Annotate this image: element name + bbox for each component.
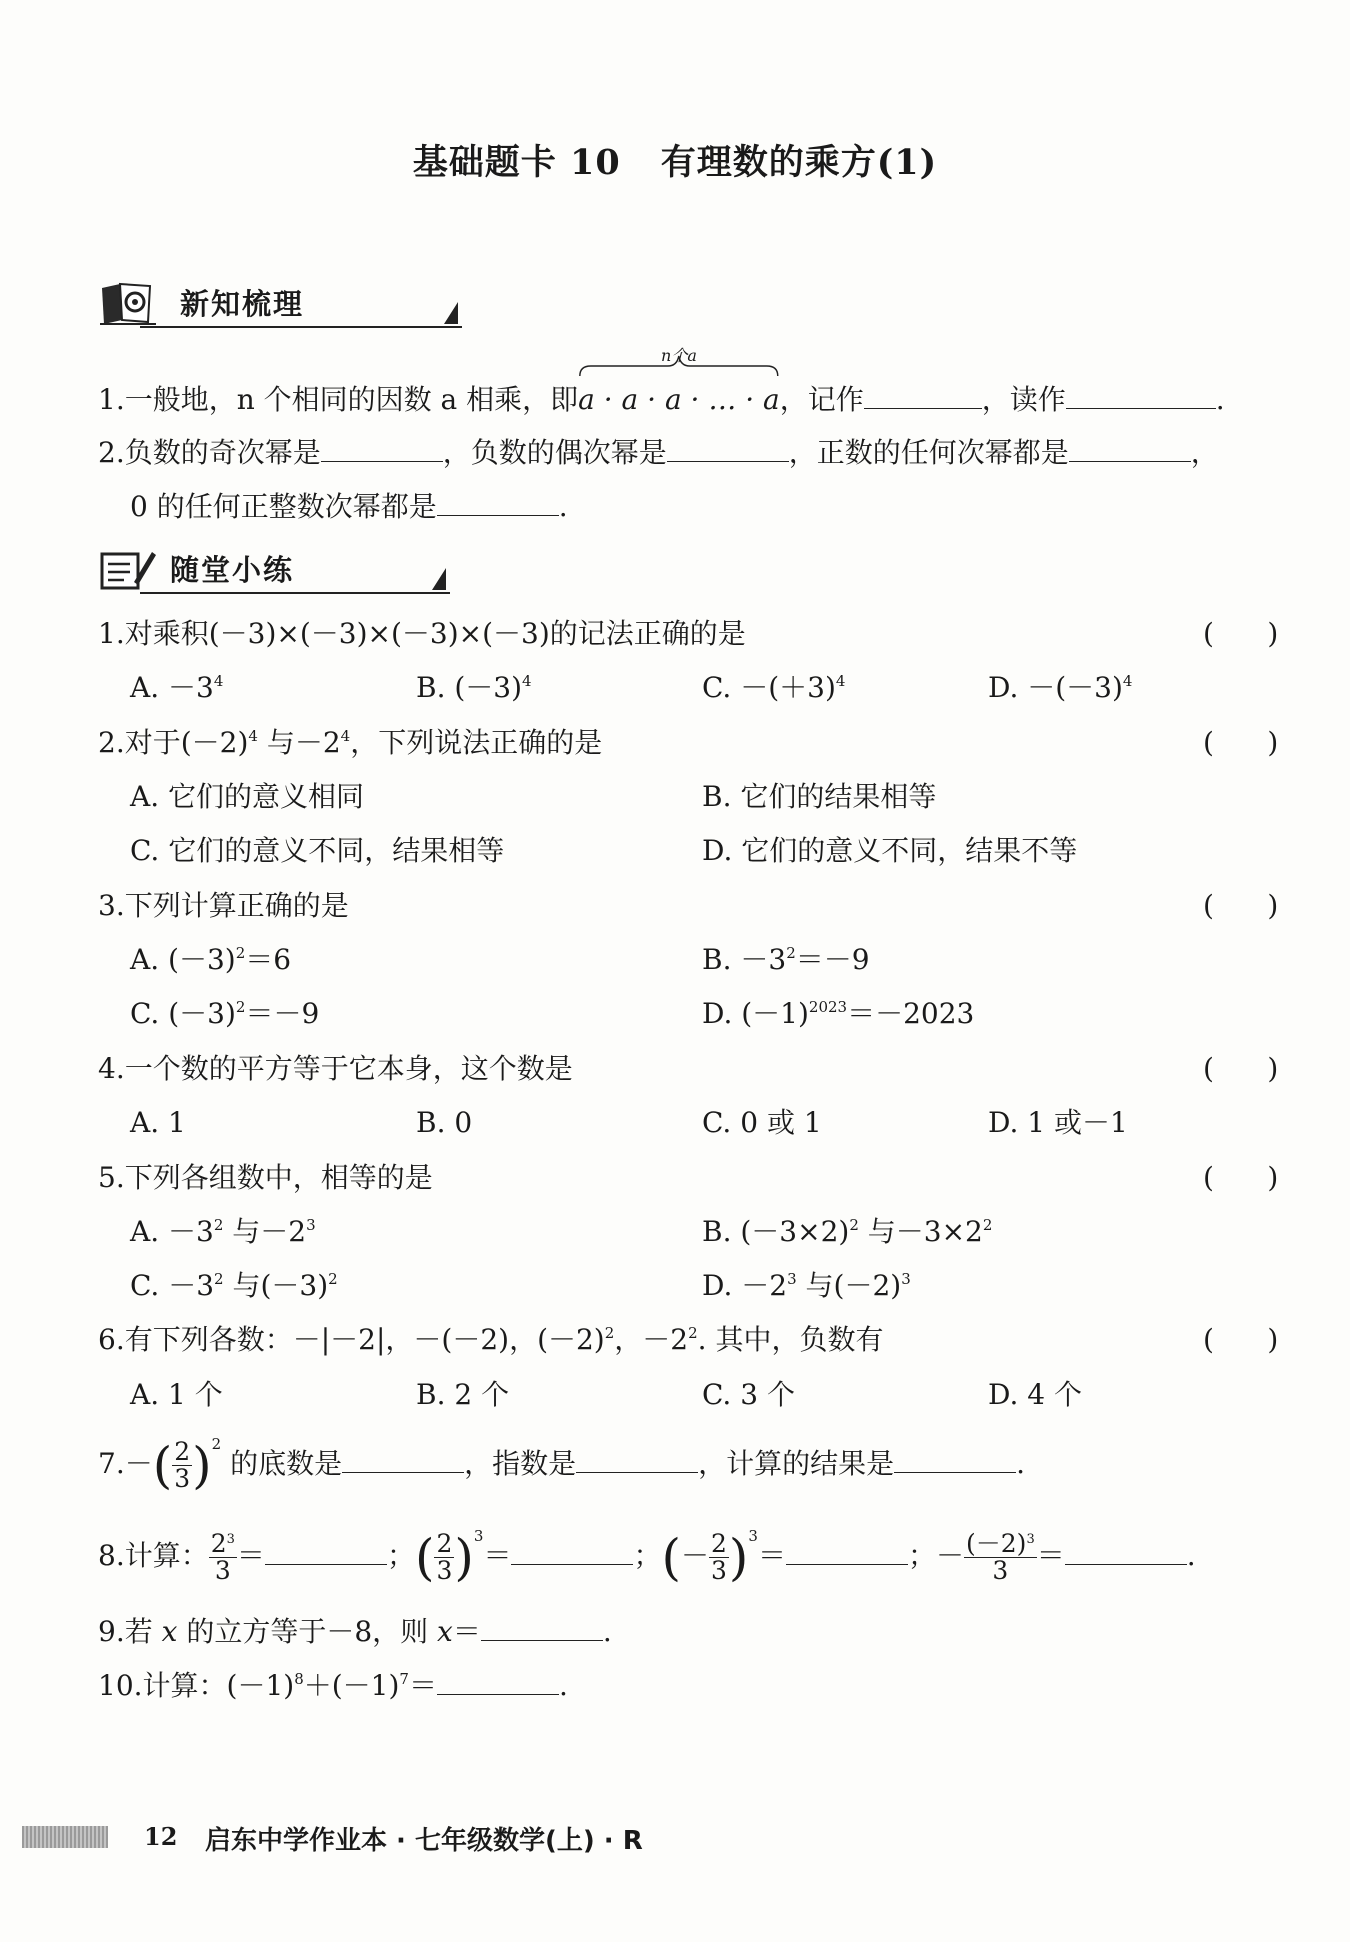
option-c[interactable]: C. 0 或 1 (702, 1106, 822, 1139)
answer-paren[interactable]: ( ) (1203, 889, 1279, 922)
footer-bar (22, 1826, 108, 1848)
option-a[interactable]: A. $-3^4$ (130, 671, 224, 704)
option-c[interactable]: C. $-(+3)^4$ (702, 671, 846, 704)
fraction: $\frac{2}{3}$ (436, 1528, 453, 1585)
option-b[interactable]: B. 2 个 (416, 1378, 510, 1411)
triangle-marker-icon (444, 302, 458, 324)
answer-blank[interactable] (321, 435, 443, 462)
answer-paren[interactable]: ( ) (1203, 1323, 1279, 1356)
section-header-practice (98, 542, 478, 594)
option-d[interactable]: D. $-2^3$ 与$(-2)^3$ (702, 1269, 911, 1302)
section-header-new-knowledge (98, 276, 478, 328)
triangle-marker-icon (432, 568, 446, 590)
answer-blank[interactable] (511, 1538, 633, 1565)
answer-paren[interactable]: ( ) (1203, 726, 1279, 759)
section-title: 随堂小练 (170, 553, 295, 587)
answer-blank[interactable] (864, 382, 982, 409)
section-title: 新知梳理 (180, 287, 305, 321)
braced-product: n个a a · a · a · … · a (578, 346, 780, 416)
overbrace-icon (578, 352, 780, 378)
option-b[interactable]: B. 它们的结果相等 (702, 780, 937, 813)
question-2: 2.对于$(-2)^4$ 与$-2^4$，下列说法正确的是 (98, 726, 603, 759)
option-a[interactable]: A. $-3^2$ 与$-2^3$ (130, 1215, 316, 1248)
option-b[interactable]: B. 0 (416, 1106, 473, 1139)
option-c[interactable]: C. $(-3)^2=-9$ (130, 997, 320, 1030)
fraction: $\frac{2}{3}$ (174, 1436, 191, 1493)
question-8: 8.计算： $\frac{2^3}{3}$ ＝ ；( $\frac{2}{3}$ )$^3$＝ ；(－ $\frac{2}{3}$ )$^3$＝ ；－ $\frac{(-2)^3}{3}$ ＝ . (98, 1527, 1196, 1587)
option-c[interactable]: C. $-3^2$ 与$(-3)^2$ (130, 1269, 338, 1302)
concept-2-cont: 0 的任何正整数次幂都是 . (130, 490, 568, 523)
title-card-number: 基础题卡 10 (412, 142, 621, 183)
fraction: $\frac{2}{3}$ (711, 1528, 727, 1585)
option-d[interactable]: D. 4 个 (988, 1378, 1082, 1411)
option-d[interactable]: D. $-(-3)^4$ (988, 671, 1133, 704)
fraction: $\frac{(-2)^3}{3}$ (966, 1528, 1035, 1585)
option-b[interactable]: B. $(-3\times 2)^2$ 与$-3\times 2^2$ (702, 1215, 993, 1248)
answer-blank[interactable] (437, 489, 559, 516)
option-d[interactable]: D. $(-1)^{2023}=-2023$ (702, 997, 975, 1030)
answer-blank[interactable] (1066, 382, 1216, 409)
answer-blank[interactable] (437, 1668, 559, 1695)
question-9: 9.若 x 的立方等于－8，则 x＝ . (98, 1615, 612, 1648)
question-5: 5.下列各组数中，相等的是 (98, 1161, 433, 1194)
answer-paren[interactable]: ( ) (1203, 1052, 1279, 1085)
section-underline (140, 592, 450, 594)
page-number: 12 (144, 1822, 178, 1851)
answer-blank[interactable] (667, 435, 789, 462)
title-topic: 有理数的乘方(1) (660, 142, 938, 183)
answer-blank[interactable] (894, 1446, 1016, 1473)
section-underline (140, 326, 462, 328)
answer-blank[interactable] (1069, 435, 1191, 462)
footer-book-title: 启东中学作业本 · 七年级数学(上) · R (205, 1826, 643, 1856)
answer-blank[interactable] (342, 1446, 464, 1473)
option-c[interactable]: C. 3 个 (702, 1378, 795, 1411)
option-a[interactable]: A. 它们的意义相同 (130, 780, 365, 813)
concept-2: 2.负数的奇次幂是 ，负数的偶次幂是 ，正数的任何次幂都是 ， (98, 436, 1219, 469)
question-10: 10.计算：$(-1)^8+(-1)^7=$ . (98, 1669, 568, 1702)
answer-blank[interactable] (1065, 1538, 1187, 1565)
option-b[interactable]: B. $-3^2=-9$ (702, 943, 870, 976)
option-a[interactable]: A. 1 个 (130, 1378, 223, 1411)
option-a[interactable]: A. 1 (130, 1106, 186, 1139)
notebook-pen-icon (98, 546, 158, 592)
answer-blank[interactable] (576, 1446, 698, 1473)
answer-blank[interactable] (265, 1538, 387, 1565)
option-d[interactable]: D. 它们的意义不同，结果不等 (702, 834, 1078, 867)
answer-paren[interactable]: ( ) (1203, 1161, 1279, 1194)
question-6: 6.有下列各数：－|－2|，－(－2)，$(-2)^2$，$-2^2$. 其中，负数有 (98, 1323, 884, 1356)
book-disc-icon (98, 280, 158, 326)
question-7: 7.－( $\frac{2}{3}$ )$^2$ 的底数是 ，指数是 ，计算的结果是 . (98, 1435, 1026, 1495)
fraction: $\frac{2^3}{3}$ (210, 1528, 235, 1585)
option-a[interactable]: A. $(-3)^2=6$ (130, 943, 292, 976)
answer-blank[interactable] (786, 1538, 908, 1565)
option-d[interactable]: D. 1 或－1 (988, 1106, 1128, 1139)
question-1: 1.对乘积(－3)×(－3)×(－3)×(－3)的记法正确的是 (98, 617, 746, 650)
question-3: 3.下列计算正确的是 (98, 889, 349, 922)
page-title (0, 135, 1350, 185)
option-b[interactable]: B. $(-3)^4$ (416, 671, 532, 704)
option-c[interactable]: C. 它们的意义不同，结果相等 (130, 834, 505, 867)
question-4: 4.一个数的平方等于它本身，这个数是 (98, 1052, 573, 1085)
answer-blank[interactable] (481, 1614, 603, 1641)
answer-paren[interactable]: ( ) (1203, 617, 1279, 650)
concept-1: 1.一般地，n 个相同的因数 a 相乘，即 n个a a · a · a · … · a，记作 ，读作 . (98, 380, 1225, 420)
